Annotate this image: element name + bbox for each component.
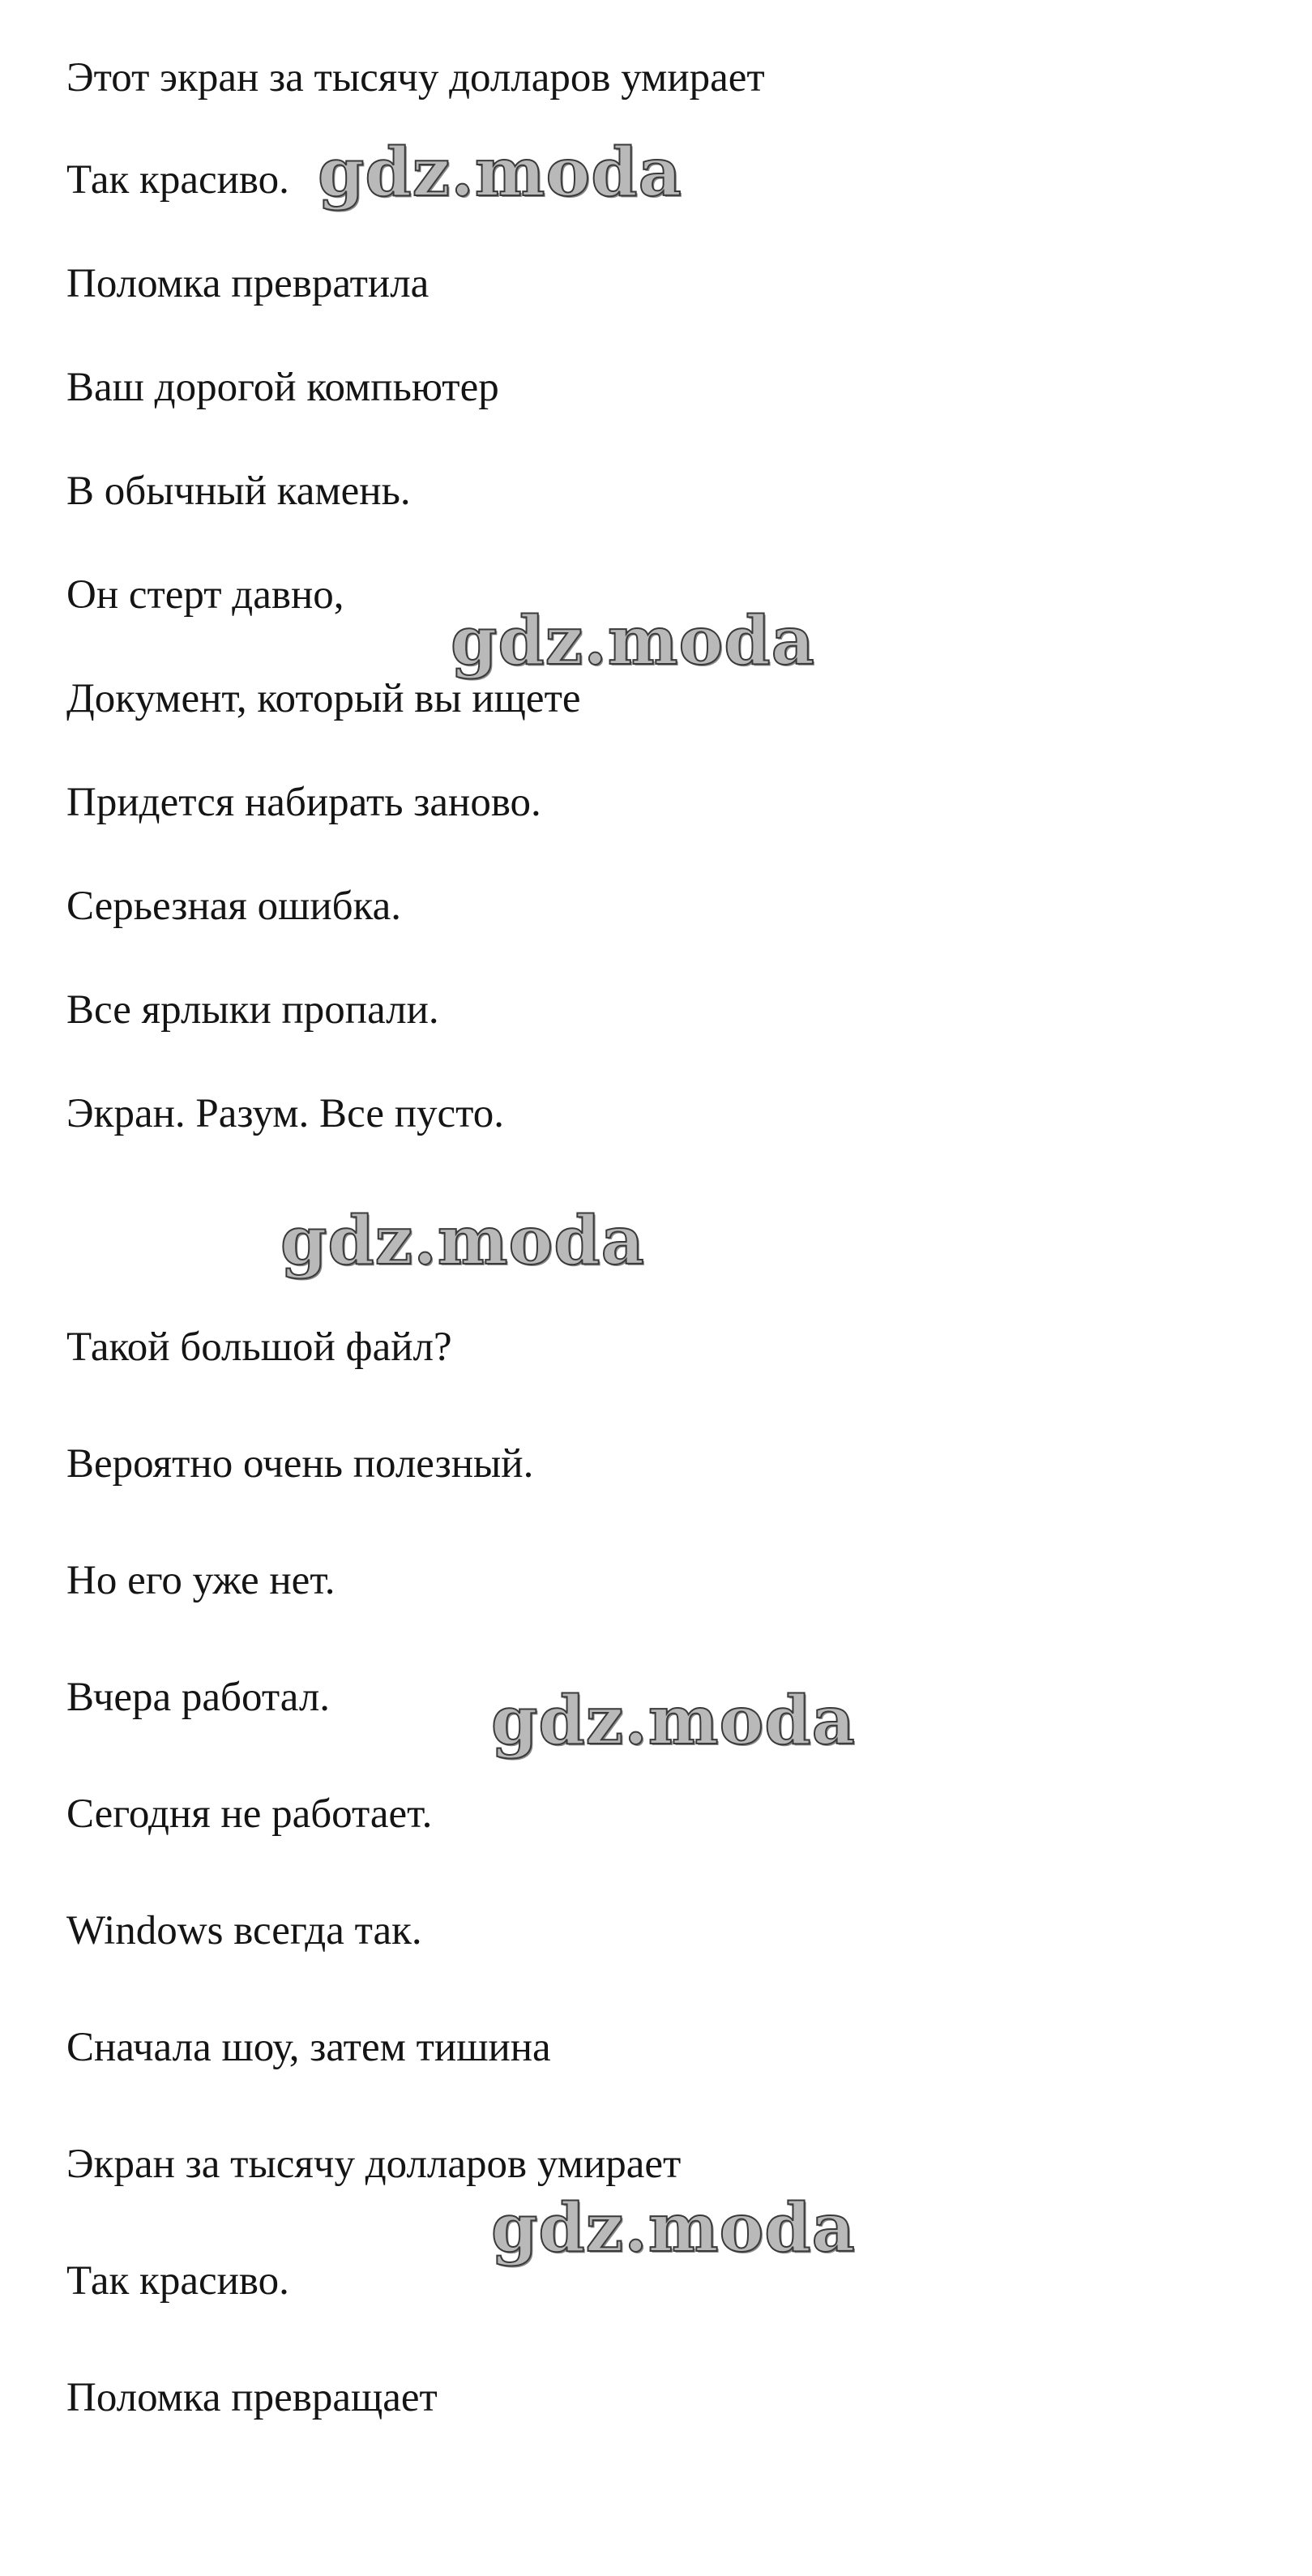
poem-line: Так красиво. xyxy=(66,157,289,203)
poem-line: Сначала шоу, затем тишина xyxy=(66,2025,551,2070)
poem-line: Экран. Разум. Все пусто. xyxy=(66,1091,505,1136)
poem-line: Вчера работал. xyxy=(66,1675,331,1720)
watermark: gdz.moda xyxy=(491,2189,856,2267)
poem-line: Так красиво. xyxy=(66,2258,289,2304)
poem-line: Ваш дорогой компьютер xyxy=(66,365,499,410)
poem-line: Серьезная ошибка. xyxy=(66,884,401,929)
poem-line: Windows всегда так. xyxy=(66,1908,422,1953)
poem-line: Он стерт давно, xyxy=(66,572,344,618)
poem-line: Поломка превращает xyxy=(66,2375,438,2420)
poem-line: Поломка превратила xyxy=(66,261,429,306)
poem-line: Экран за тысячу долларов умирает xyxy=(66,2142,682,2187)
watermark: gdz.moda xyxy=(451,602,815,680)
poem-line: Все ярлыки пропали. xyxy=(66,987,439,1033)
poem-line: Сегодня не работает. xyxy=(66,1791,433,1837)
watermark: gdz.moda xyxy=(318,134,682,212)
poem-line: Этот экран за тысячу долларов умирает xyxy=(66,55,765,101)
watermark: gdz.moda xyxy=(491,1682,856,1760)
poem-line: Вероятно очень полезный. xyxy=(66,1441,534,1487)
poem-line: В обычный камень. xyxy=(66,469,411,514)
poem-line: Документ, который вы ищете xyxy=(66,676,581,721)
poem-line: Но его уже нет. xyxy=(66,1558,335,1603)
poem-line: Придется набирать заново. xyxy=(66,780,541,825)
poem-line: Такой большой файл? xyxy=(66,1324,452,1370)
watermark: gdz.moda xyxy=(280,1202,645,1280)
